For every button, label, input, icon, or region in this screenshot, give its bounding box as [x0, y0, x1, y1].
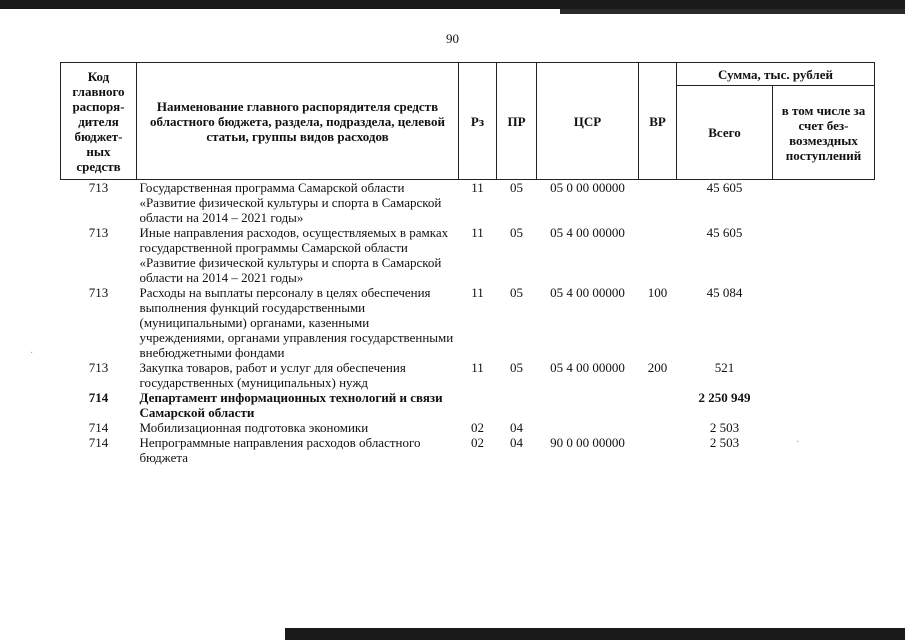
cell-total: 521: [714, 360, 735, 375]
scan-border-top-shadow: [560, 9, 905, 14]
cell-name: Расходы на выплаты персоналу в целях обеспечения выполнения функций государственными (муниципальными) органами, казенными учреждениями, органами управления государственными внебюджетными фондами: [139, 285, 454, 360]
table-body: [61, 180, 875, 466]
cell-vr: [639, 180, 677, 226]
cell-csr: 05 4 00 00000: [550, 285, 625, 300]
scan-border-top: [0, 0, 905, 9]
cell-code: 713: [88, 225, 109, 240]
cell-csr: 05 4 00 00000: [550, 225, 625, 240]
cell-csr: [537, 420, 639, 435]
header-rz: Рз: [459, 63, 497, 180]
table-header: [61, 63, 875, 180]
cell-rz: 02: [471, 435, 484, 450]
cell-rz: 11: [471, 360, 484, 375]
cell-csr: [537, 390, 639, 420]
cell-csr: 05 0 00 00000: [550, 180, 625, 195]
table-row: [61, 360, 875, 390]
cell-grants: [773, 435, 875, 465]
header-total: Всего: [677, 86, 773, 180]
cell-total: 2 503: [709, 435, 740, 450]
header-vr: ВР: [639, 63, 677, 180]
cell-code: 714: [88, 390, 109, 405]
cell-vr: [639, 435, 677, 465]
table-row: [61, 180, 875, 226]
header-code: Код главного распоря-дителя бюджет-ных средств: [61, 63, 137, 180]
cell-grants: [773, 360, 875, 390]
cell-name: Департамент информационных технологий и связи Самарской области: [139, 390, 443, 420]
header-pr: ПР: [497, 63, 537, 180]
page-number: 90: [446, 31, 459, 46]
cell-grants: [773, 390, 875, 420]
header-grants: в том числе за счет без-возмездных поступлений: [773, 86, 875, 180]
cell-name: Непрограммные направления расходов областного бюджета: [139, 435, 421, 465]
cell-code: 713: [88, 285, 109, 300]
table-row: [61, 435, 875, 465]
cell-code: 714: [88, 420, 109, 435]
cell-vr: [639, 420, 677, 435]
cell-pr: 05: [510, 225, 523, 240]
cell-csr: 05 4 00 00000: [550, 360, 625, 375]
table-row: [61, 420, 875, 435]
cell-code: 713: [88, 180, 109, 195]
cell-total: 2 503: [709, 420, 740, 435]
cell-total: 45 605: [706, 180, 743, 195]
cell-name: Иные направления расходов, осуществляемых в рамках государственной программы Самарской области «Развитие физической культуры и спорта в Самарской области на 2014 – 2021 годы»: [139, 225, 449, 285]
cell-grants: [773, 420, 875, 435]
cell-rz: 02: [471, 420, 484, 435]
cell-total: 45 084: [706, 285, 743, 300]
cell-pr: 05: [510, 180, 523, 195]
cell-code: 713: [88, 360, 109, 375]
cell-total: 2 250 949: [698, 390, 751, 405]
cell-vr: 100: [647, 285, 668, 300]
scan-speck: ·: [796, 437, 800, 448]
cell-rz: 11: [471, 225, 484, 240]
cell-name: Мобилизационная подготовка экономики: [139, 420, 369, 435]
cell-name: Государственная программа Самарской области «Развитие физической культуры и спорта в Самарской области на 2014 – 2021 годы»: [139, 180, 442, 225]
header-name: Наименование главного распорядителя средств областного бюджета, раздела, подраздела, целевой статьи, группы видов расходов: [137, 63, 459, 180]
table-row-department: [61, 390, 875, 420]
cell-vr: [639, 390, 677, 420]
table-row: [61, 225, 875, 285]
cell-vr: 200: [647, 360, 668, 375]
cell-grants: [773, 180, 875, 226]
cell-total: 45 605: [706, 225, 743, 240]
cell-pr: 05: [510, 360, 523, 375]
table-row: [61, 285, 875, 360]
cell-grants: [773, 285, 875, 360]
cell-rz: 11: [471, 285, 484, 300]
scan-speck: ·: [30, 348, 34, 359]
cell-grants: [773, 225, 875, 285]
header-sum-group: Сумма, тыс. рублей: [677, 63, 875, 86]
cell-rz: 11: [471, 180, 484, 195]
cell-vr: [639, 225, 677, 285]
cell-name: Закупка товаров, работ и услуг для обеспечения государственных (муниципальных) нужд: [139, 360, 406, 390]
cell-pr: 04: [510, 435, 523, 450]
cell-pr: [497, 390, 537, 420]
cell-csr: 90 0 00 00000: [550, 435, 625, 450]
cell-code: 714: [88, 435, 109, 450]
header-csr: ЦСР: [537, 63, 639, 180]
cell-pr: 05: [510, 285, 523, 300]
scan-border-bottom: [285, 628, 905, 640]
cell-rz: [459, 390, 497, 420]
budget-table: [60, 62, 875, 465]
cell-pr: 04: [510, 420, 523, 435]
